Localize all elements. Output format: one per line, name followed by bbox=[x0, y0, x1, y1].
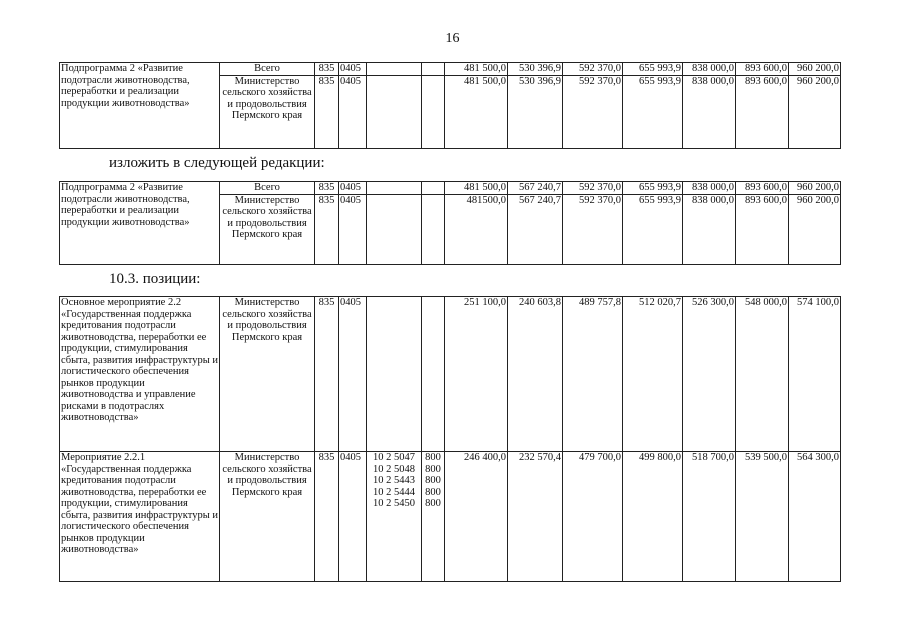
value-cell: 838 000,0 bbox=[683, 75, 736, 148]
csr-code: 10 2 5450 bbox=[373, 498, 415, 509]
table-row bbox=[60, 182, 841, 195]
table-row bbox=[60, 63, 841, 76]
rzpr-cell: 0405 bbox=[339, 297, 367, 452]
rzpr-cell: 0405 bbox=[339, 63, 367, 76]
value-cell: 655 993,9 bbox=[623, 182, 683, 195]
activity-name: Мероприятие 2.2.1 «Государственная поддержка кредитования подотрасли животноводства, переработки ее продукции, стимулирования сбыта, развития инфраструктуры и логистического обеспечения рынков продукции животноводства» bbox=[60, 452, 220, 582]
activity-name: Основное мероприятие 2.2 «Государственная поддержка кредитования подотрасли животноводства, переработки ее продукции, стимулирования сбыта, развития инфраструктуры и логистического обеспечения рынков продукции животноводства и управление рисками в подотраслях животноводства» bbox=[60, 297, 220, 452]
executor-cell: Министерство сельского хозяйства и продовольствия Пермского края bbox=[220, 75, 315, 148]
subprogram-name: Подпрограмма 2 «Развитие подотрасли животноводства, переработки и реализации продукции животноводства» bbox=[60, 63, 220, 149]
csr-code: 10 2 5047 bbox=[373, 452, 415, 463]
csr-cell bbox=[367, 63, 422, 76]
rzpr-cell: 0405 bbox=[339, 194, 367, 264]
csr-cell bbox=[367, 75, 422, 148]
vr-code: 800 bbox=[425, 475, 441, 486]
value-cell: 481 500,0 bbox=[445, 63, 508, 76]
vr-cell bbox=[422, 75, 445, 148]
csr-code: 10 2 5444 bbox=[373, 486, 415, 498]
value-cell: 592 370,0 bbox=[563, 194, 623, 264]
value-cell: 655 993,9 bbox=[623, 75, 683, 148]
grbs-cell: 835 bbox=[315, 75, 339, 148]
value-cell: 489 757,8 bbox=[563, 297, 623, 452]
grbs-cell: 835 bbox=[315, 182, 339, 195]
value-cell: 960 200,0 bbox=[789, 63, 841, 76]
executor-cell: Всего bbox=[220, 63, 315, 76]
vr-cell bbox=[422, 297, 445, 452]
value-cell: 481 500,0 bbox=[445, 182, 508, 195]
vr-code: 800 bbox=[425, 498, 441, 509]
rzpr-cell: 0405 bbox=[339, 182, 367, 195]
value-cell: 893 600,0 bbox=[736, 182, 789, 195]
value-cell: 567 240,7 bbox=[508, 182, 563, 195]
value-cell: 518 700,0 bbox=[683, 452, 736, 582]
value-cell: 512 020,7 bbox=[623, 297, 683, 452]
csr-code: 10 2 5048 bbox=[373, 463, 415, 475]
value-cell: 232 570,4 bbox=[508, 452, 563, 582]
csr-code: 10 2 5443 bbox=[373, 475, 415, 486]
rzpr-cell: 0405 bbox=[339, 452, 367, 582]
value-cell: 838 000,0 bbox=[683, 182, 736, 195]
table-row bbox=[60, 452, 841, 582]
value-cell: 838 000,0 bbox=[683, 194, 736, 264]
value-cell: 479 700,0 bbox=[563, 452, 623, 582]
executor-cell: Всего bbox=[220, 182, 315, 195]
value-cell: 251 100,0 bbox=[445, 297, 508, 452]
vr-code: 800 bbox=[425, 486, 441, 498]
value-cell: 960 200,0 bbox=[789, 194, 841, 264]
value-cell: 838 000,0 bbox=[683, 63, 736, 76]
table-old-version bbox=[59, 62, 841, 149]
value-cell: 530 396,9 bbox=[508, 75, 563, 148]
table-new-version bbox=[59, 181, 841, 265]
executor-cell: Министерство сельского хозяйства и продовольствия Пермского края bbox=[220, 452, 315, 582]
vr-cell bbox=[422, 63, 445, 76]
value-cell: 960 200,0 bbox=[789, 182, 841, 195]
value-cell: 592 370,0 bbox=[563, 182, 623, 195]
value-cell: 481500,0 bbox=[445, 194, 508, 264]
value-cell: 893 600,0 bbox=[736, 194, 789, 264]
grbs-cell: 835 bbox=[315, 452, 339, 582]
vr-code: 800 bbox=[425, 452, 441, 463]
executor-cell: Министерство сельского хозяйства и продовольствия Пермского края bbox=[220, 297, 315, 452]
rzpr-cell: 0405 bbox=[339, 75, 367, 148]
csr-cell bbox=[367, 297, 422, 452]
value-cell: 240 603,8 bbox=[508, 297, 563, 452]
edit-heading: изложить в следующей редакции: bbox=[109, 155, 325, 171]
subprogram-name: Подпрограмма 2 «Развитие подотрасли животноводства, переработки и реализации продукции животноводства» bbox=[60, 182, 220, 265]
executor-cell: Министерство сельского хозяйства и продовольствия Пермского края bbox=[220, 194, 315, 264]
value-cell: 655 993,9 bbox=[623, 194, 683, 264]
table-positions bbox=[59, 296, 841, 582]
vr-cell bbox=[422, 194, 445, 264]
value-cell: 592 370,0 bbox=[563, 75, 623, 148]
csr-cell bbox=[367, 182, 422, 195]
csr-cell bbox=[367, 452, 422, 582]
value-cell: 499 800,0 bbox=[623, 452, 683, 582]
value-cell: 655 993,9 bbox=[623, 63, 683, 76]
value-cell: 481 500,0 bbox=[445, 75, 508, 148]
value-cell: 893 600,0 bbox=[736, 75, 789, 148]
value-cell: 530 396,9 bbox=[508, 63, 563, 76]
vr-cell bbox=[422, 182, 445, 195]
value-cell: 526 300,0 bbox=[683, 297, 736, 452]
csr-cell bbox=[367, 194, 422, 264]
value-cell: 548 000,0 bbox=[736, 297, 789, 452]
value-cell: 246 400,0 bbox=[445, 452, 508, 582]
value-cell: 960 200,0 bbox=[789, 75, 841, 148]
value-cell: 564 300,0 bbox=[789, 452, 841, 582]
vr-code: 800 bbox=[425, 463, 441, 475]
value-cell: 567 240,7 bbox=[508, 194, 563, 264]
value-cell: 592 370,0 bbox=[563, 63, 623, 76]
grbs-cell: 835 bbox=[315, 194, 339, 264]
value-cell: 893 600,0 bbox=[736, 63, 789, 76]
table-row bbox=[60, 297, 841, 452]
vr-cell bbox=[422, 452, 445, 582]
value-cell: 574 100,0 bbox=[789, 297, 841, 452]
page-number: 16 bbox=[445, 31, 460, 46]
section-heading: 10.3. позиции: bbox=[109, 271, 201, 287]
grbs-cell: 835 bbox=[315, 63, 339, 76]
grbs-cell: 835 bbox=[315, 297, 339, 452]
value-cell: 539 500,0 bbox=[736, 452, 789, 582]
